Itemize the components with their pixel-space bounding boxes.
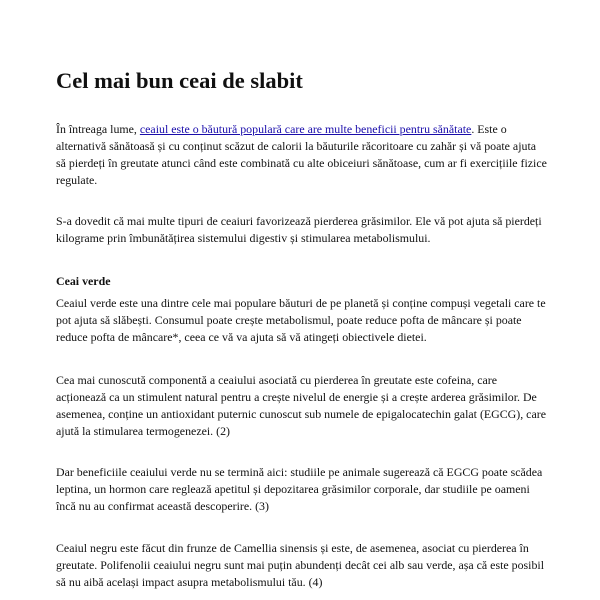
intro-text-after-link: . Este o alternativă sănătoasă și cu conținut scăzut de calorii la băuturile răcoritoare cu zahăr și vă poate ajuta să pierdeți în greutate atunci când este combinată cu alte obiceiuri sănătoase, cum ar fi exercițiile fizice regulate. [56,122,547,187]
intro-text-before-link: În întreaga lume, [56,122,140,136]
page-title: Cel mai bun ceai de slabit [56,68,303,93]
paragraph-caffeine: Cea mai cunoscută componentă a ceaiului asociată cu pierderea în greutate este cofeina, care acționează ca un stimulent natural pentru a crește nivelul de energie și a crește arderea grăsimilor. De asemenea, conține un antioxidant puternic cunoscut sub numele de epigalocatechin galat (EGCG), care ajută la stimularea termogenezei. (2) [56,373,546,438]
section-heading-green-tea: Ceai verde [56,274,111,288]
health-benefits-link[interactable]: ceaiul este o băutură populară care are multe beneficii pentru sănătate [139,122,472,136]
paragraph-egcg-leptin: Dar beneficiile ceaiului verde nu se termină aici: studiile pe animale sugerează că EGCG poate scădea leptina, un hormon care reglează apetitul și depozitarea grăsimilor corporale, dar studiile pe oameni încă nu au confirmat această descoperire. (3) [56,465,543,513]
intro-paragraph [56,121,548,189]
paragraph-black-tea: Ceaiul negru este făcut din frunze de Camellia sinensis și este, de asemenea, asociat cu pierderea în greutate. Polifenolii ceaiului negru sunt mai puțin abundenți decât cei alb sau verde, așa că este posibil să nu aibă același impact asupra metabolismului tău. (4) [56,541,545,589]
paragraph-fat-loss: S-a dovedit că mai multe tipuri de ceaiuri favorizează pierderea grăsimilor. Ele vă pot ajuta să pierdeți kilograme prin îmbunătățirea sistemului digestiv și stimularea metabolismului. [56,214,542,245]
paragraph-green-tea: Ceaiul verde este una dintre cele mai populare băuturi de pe planetă și conține compuși vegetali care te pot ajuta să slăbești. Consumul poate crește metabolismul, poate reduce pofta de mâncare și poate reduce pofta de mâncare*, ceea ce vă va ajuta să vă atingeți obiectivele dietei. [56,296,546,344]
